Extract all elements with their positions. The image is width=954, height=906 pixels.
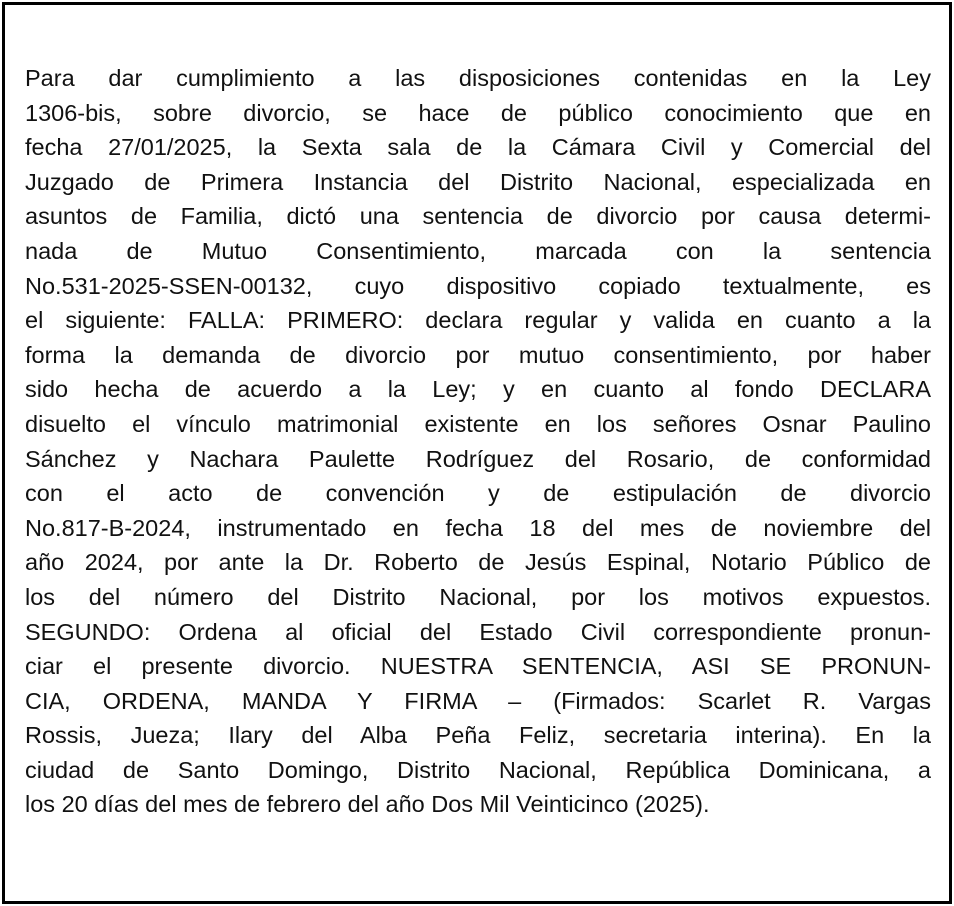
notice-line: ciudad de Santo Domingo, Distrito Nacional, República Dominicana, a xyxy=(25,756,931,783)
notice-line: sido hecha de acuerdo a la Ley; y en cuanto al fondo DECLARA xyxy=(25,376,931,403)
notice-line: Juzgado de Primera Instancia del Distrito Nacional, especializada en xyxy=(25,168,931,195)
notice-line: Sánchez y Nachara Paulette Rodríguez del Rosario, de conformidad xyxy=(25,445,931,472)
notice-border-frame xyxy=(2,2,952,904)
notice-line: CIA, ORDENA, MANDA Y FIRMA – (Firmados: Scarlet R. Vargas xyxy=(25,687,931,714)
notice-line: No.817-B-2024, instrumentado en fecha 18 del mes de noviembre del xyxy=(25,514,931,541)
notice-line: Rossis, Jueza; Ilary del Alba Peña Feliz, secretaria interina). En la xyxy=(25,722,931,749)
notice-line: nada de Mutuo Consentimiento, marcada con la sentencia xyxy=(25,237,931,264)
notice-line: asuntos de Familia, dictó una sentencia de divorcio por causa determi- xyxy=(25,203,931,230)
notice-line: fecha 27/01/2025, la Sexta sala de la Cámara Civil y Comercial del xyxy=(25,134,931,161)
notice-line: Para dar cumplimiento a las disposiciones contenidas en la Ley xyxy=(25,65,931,91)
notice-line: los 20 días del mes de febrero del año Dos Mil Veinticinco (2025). xyxy=(25,791,710,818)
notice-line: 1306-bis, sobre divorcio, se hace de público conocimiento que en xyxy=(25,99,931,126)
notice-line: con el acto de convención y de estipulación de divorcio xyxy=(25,480,931,507)
notice-line: SEGUNDO: Ordena al oficial del Estado Civil correspondiente pronun- xyxy=(25,618,931,645)
notice-line: los del número del Distrito Nacional, por los motivos expuestos. xyxy=(25,583,931,610)
notice-line: año 2024, por ante la Dr. Roberto de Jesús Espinal, Notario Público de xyxy=(25,549,931,576)
notice-line: forma la demanda de divorcio por mutuo consentimiento, por haber xyxy=(25,341,931,368)
divorce-notice-text xyxy=(25,61,931,822)
notice-line: el siguiente: FALLA: PRIMERO: declara regular y valida en cuanto a la xyxy=(25,307,931,334)
notice-line: disuelto el vínculo matrimonial existente en los señores Osnar Paulino xyxy=(25,410,931,437)
notice-line: No.531-2025-SSEN-00132, cuyo dispositivo copiado textualmente, es xyxy=(25,272,931,299)
notice-line: ciar el presente divorcio. NUESTRA SENTENCIA, ASI SE PRONUN- xyxy=(25,653,931,680)
